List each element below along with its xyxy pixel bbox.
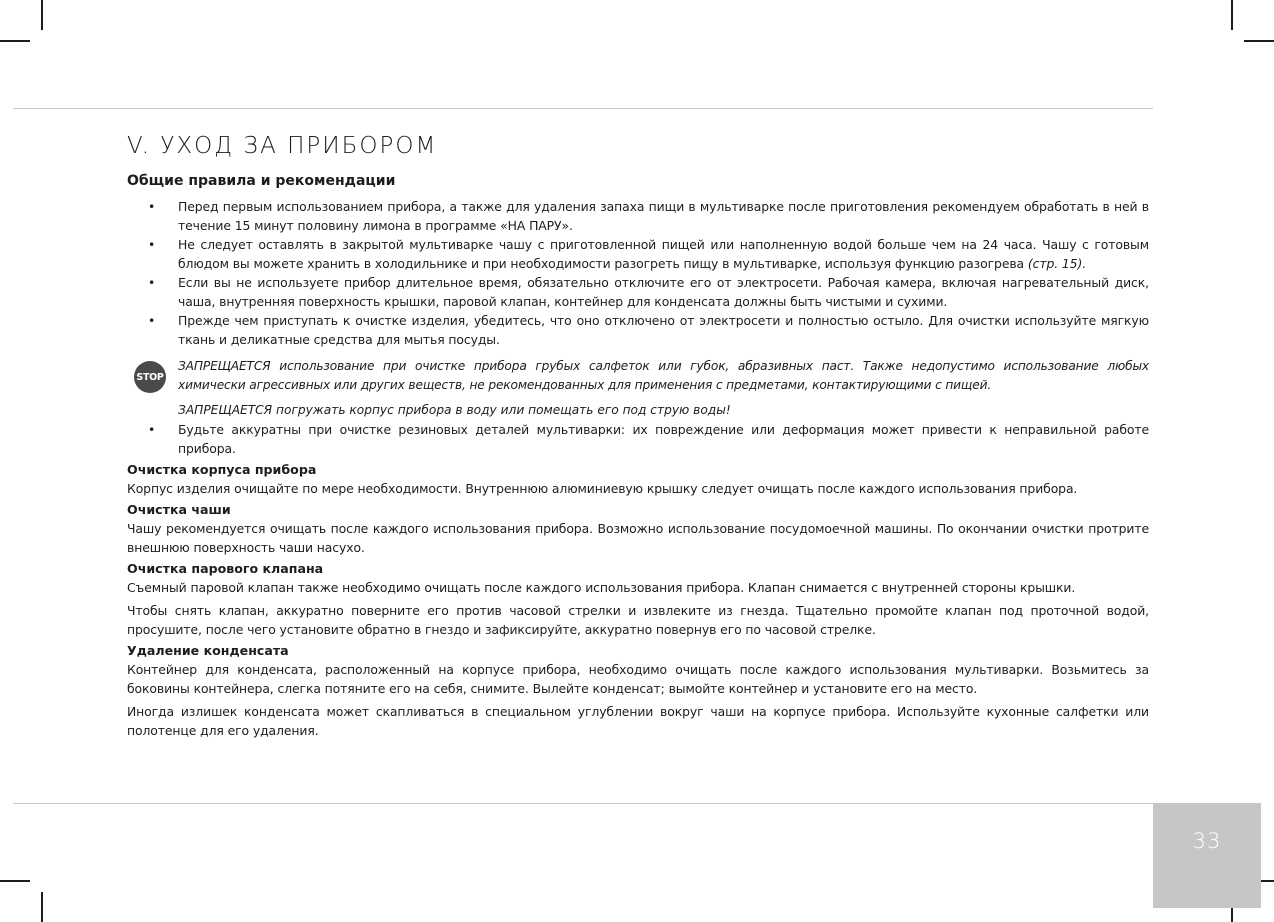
list-item (127, 197, 1149, 235)
section-paragraph: Чашу рекомендуется очищать после каждого использования прибора. Возможно использование посудомоечной машины. По окончании очистки протрите внешнюю поверхность чаши насухо. (127, 521, 1149, 555)
bullet-text: Перед первым использованием прибора, а также для удаления запаха пищи в мультиварке после приготовления рекомендуем обработать в ней в течение 15 минут половину лимона в программе «НА ПАРУ». (178, 199, 1149, 233)
section-paragraph: Иногда излишек конденсата может скапливаться в специальном углублении вокруг чаши на корпусе прибора. Используйте кухонные салфетки или полотенце для его удаления. (127, 704, 1149, 738)
bullet-text: Прежде чем приступать к очистке изделия, убедитесь, что оно отключено от электросети и полностью остыло. Для очистки используйте мягкую ткань и деликатные средства для мытья посуды. (178, 313, 1149, 347)
page-number-box (1153, 803, 1261, 908)
bullet-text: Будьте аккуратны при очистке резиновых деталей мультиварки: их повреждение или деформация может привести к неправильной работе прибора. (178, 422, 1149, 456)
section-heading-valve: Очистка парового клапана (127, 561, 324, 576)
top-rule (13, 108, 1153, 109)
section-paragraph: Корпус изделия очищайте по мере необходимости. Внутреннюю алюминиевую крышку следует очищать после каждого использования прибора. (127, 481, 1078, 496)
list-item (127, 273, 1149, 311)
crop-mark-top-right-v (1231, 0, 1233, 30)
section-paragraph: Чтобы снять клапан, аккуратно поверните его против часовой стрелки и извлеките из гнезда. Тщательно промойте клапан под проточной водой, просушите, после чего установите обратно в гнездо и зафиксируйте, аккуратно повернув его по часовой стрелке. (127, 603, 1149, 637)
list-item (127, 311, 1149, 349)
section-heading-condensate: Удаление конденсата (127, 643, 289, 658)
warning-block (127, 357, 1149, 420)
warning-text-2: ЗАПРЕЩАЕТСЯ погружать корпус прибора в воду или помещать его под струю воды! (178, 403, 731, 417)
bullet-marker: • (148, 313, 156, 328)
rubber-bullet-list (127, 420, 1149, 458)
bullet-marker: • (148, 237, 156, 252)
crop-mark-top-right-h (1244, 40, 1274, 42)
stop-icon: STOP (134, 361, 166, 393)
section-paragraph: Контейнер для конденсата, расположенный на корпусе прибора, необходимо очищать после каждого использования мультиварки. Возьмитесь за боковины контейнера, слегка потяните его на себя, снимите. Вылейте конденсат; вымойте контейнер и установите его на место. (127, 662, 1149, 696)
section-title: V. УХОД ЗА ПРИБОРОМ (127, 133, 438, 159)
section-heading-bowl: Очистка чаши (127, 502, 231, 517)
bullet-marker: • (148, 275, 156, 290)
crop-mark-top-left-v (41, 0, 43, 30)
section-heading-body: Очистка корпуса прибора (127, 462, 317, 477)
section-paragraph: Съемный паровой клапан также необходимо очищать после каждого использования прибора. Клапан снимается с внутренней стороны крышки. (127, 580, 1076, 595)
bullet-marker: • (148, 422, 156, 437)
general-bullet-list (127, 197, 1149, 349)
page-number: 33 (1192, 829, 1222, 853)
bullet-text: Не следует оставлять в закрытой мультиварке чашу с приготовленной пищей или наполненную водой больше чем на 24 часа. Чашу с готовым блюдом вы можете хранить в холодильнике и при необходимости разогреть пищу в мультиварке, используя функцию разогрева (178, 237, 1149, 271)
page-content (127, 132, 1149, 740)
general-heading: Общие правила и рекомендации (127, 173, 396, 189)
warning-text-1: ЗАПРЕЩАЕТСЯ использование при очистке прибора грубых салфеток или губок, абразивных паст. Также недопустимо использование любых химически агрессивных или других веществ, не рекомендованных для применения с предметами, контактирующими с пищей. (178, 359, 1149, 392)
crop-mark-bottom-left-h (0, 880, 30, 882)
list-item (127, 235, 1149, 273)
bullet-text: Если вы не используете прибор длительное время, обязательно отключите его от электросети. Рабочая камера, включая нагревательный диск, чаша, внутренняя поверхность крышки, паровой клапан, контейнер для конденсата должны быть чистыми и сухими. (178, 275, 1149, 309)
bullet-marker: • (148, 199, 156, 214)
bottom-rule (13, 803, 1153, 804)
crop-mark-bottom-left-v (41, 892, 43, 922)
page-reference: (стр. 15). (1027, 256, 1087, 271)
crop-mark-top-left-h (0, 40, 30, 42)
list-item (127, 420, 1149, 458)
